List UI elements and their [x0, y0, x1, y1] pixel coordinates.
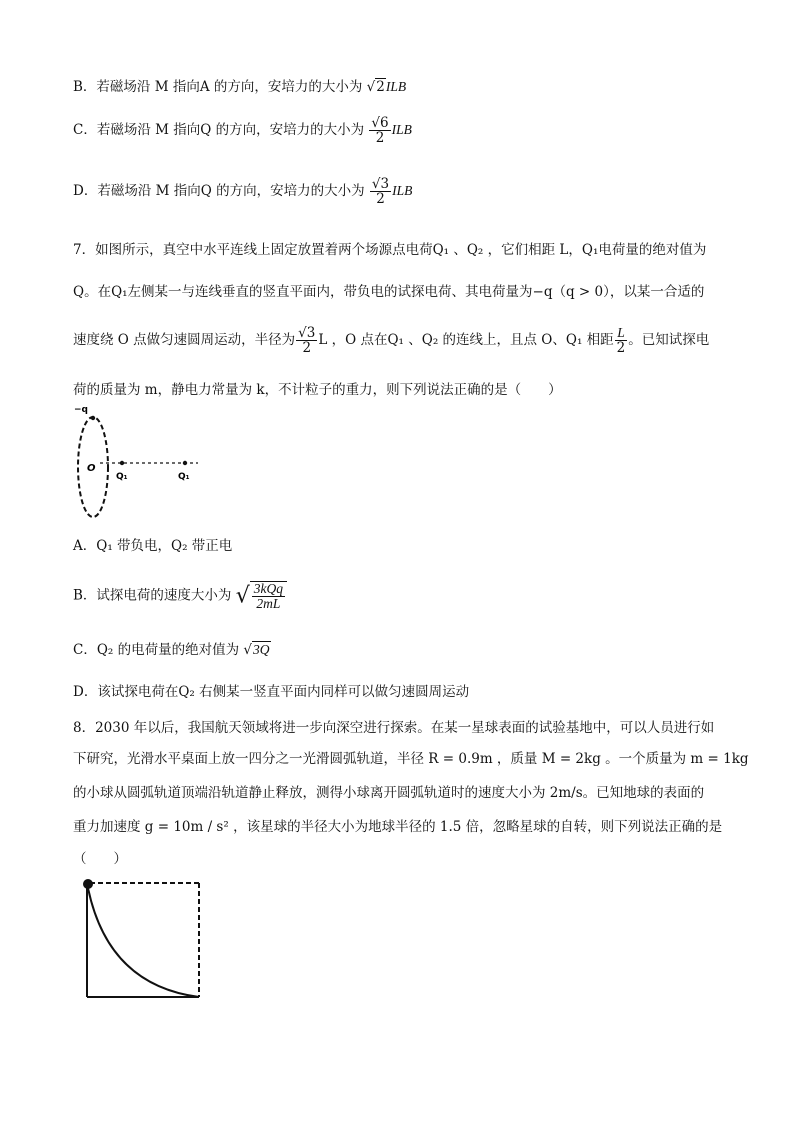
fraction: [296, 326, 317, 355]
sqrt-symbol: √: [366, 79, 376, 95]
sqrt-value: 2: [376, 79, 385, 95]
test-charge-dot: [91, 416, 95, 420]
q8-line-2: 下研究，光滑水平桌面上放一四分之一光滑圆弧轨道，半径 R = 0.9m ，质量 M = 2kg 。一个质量为 m = 1kg: [73, 751, 749, 767]
q7-line-3: [73, 326, 709, 355]
q7-option-c-text: C．Q₂ 的电荷量的绝对值为: [73, 642, 244, 658]
fraction-numerator: √3: [371, 176, 390, 192]
option-b-prev: [73, 75, 406, 95]
q8-figure: [78, 875, 218, 1005]
label-q1: Q₁: [116, 472, 128, 482]
ball: [83, 879, 93, 889]
fraction-denominator: 2: [302, 340, 312, 357]
q7-line-4: 荷的质量为 m，静电力常量为 k，不计粒子的重力，则下列说法正确的是（ ）: [73, 382, 562, 398]
q8-line-1: 8．2030 年以后，我国航天领域将进一步向深空进行探索。在某一星球表面的试验基地中，可以人员进行如: [73, 720, 715, 736]
fraction-denominator: 2: [375, 130, 385, 147]
q7-figure: [70, 400, 210, 520]
option-b-text: B．若磁场沿 M 指向A 的方向，安培力的大小为: [73, 79, 367, 95]
fraction: [370, 177, 391, 206]
arc-track: [87, 883, 199, 997]
q8-line-5: （ ）: [73, 851, 127, 867]
option-d-value: ILB: [392, 183, 413, 199]
q7-line-2: Q。在Q₁左侧某一与连线垂直的竖直平面内，带负电的试探电荷、其电荷量为−q（q > 0），以某一合适的: [73, 284, 705, 300]
option-d-prev: [73, 177, 412, 206]
sqrt-symbol: √: [235, 583, 250, 609]
q7-option-c-value: 3Q: [253, 642, 270, 657]
q7-option-a: A．Q₁ 带负电，Q₂ 带正电: [73, 538, 233, 554]
sqrt-symbol: √: [243, 642, 253, 658]
option-c-prev: [73, 116, 412, 145]
q7-option-d: D．该试探电荷在Q₂ 右侧某一竖直平面内同样可以做匀速圆周运动: [73, 684, 470, 700]
fraction-numerator: L: [615, 326, 628, 341]
q7-line-3-c: 。已知试探电: [628, 332, 710, 349]
q7-option-b: [73, 581, 287, 611]
label-q2: Q₁: [178, 472, 190, 482]
q2-dot: [183, 461, 187, 465]
option-b-value: ILB: [385, 79, 407, 94]
option-c-value: ILB: [391, 122, 412, 138]
fraction-denominator: 2: [376, 191, 385, 208]
fraction: [369, 116, 390, 145]
fraction-denominator: 2mL: [256, 596, 281, 612]
q8-line-4: 重力加速度 g = 10m / s² ，该星球的半径大小为地球半径的 1.5 倍，忽略星球的自转，则下列说法正确的是: [73, 819, 723, 835]
q8-line-3: 的小球从圆弧轨道顶端沿轨道静止释放，测得小球离开圆弧轨道时的速度大小为 2m/s。已知地球的表面的: [73, 785, 705, 801]
fraction: [252, 582, 285, 611]
q7-option-b-text: B．试探电荷的速度大小为: [73, 587, 236, 604]
fraction-numerator: 3kQq: [253, 581, 283, 596]
option-c-text: C．若磁场沿 M 指向Q 的方向，安培力的大小为: [73, 122, 369, 139]
fraction-numerator: √6: [371, 115, 389, 131]
fraction: [615, 326, 628, 355]
label-neg-q: −q: [74, 405, 88, 415]
q1-dot: [120, 461, 124, 465]
fraction-numerator: √3: [298, 325, 316, 341]
q7-line-1: 7．如图所示，真空中水平连线上固定放置着两个场源点电荷Q₁ 、Q₂ ，它们相距 L，Q₁电荷量的绝对值为: [73, 242, 707, 258]
q7-line-3-a: 速度绕 O 点做匀速圆周运动，半径为: [73, 332, 296, 349]
label-o: O: [87, 463, 96, 474]
q7-line-3-b: L ，O 点在Q₁ 、Q₂ 的连线上，且点 O、Q₁ 相距: [318, 332, 614, 349]
fraction-denominator: 2: [616, 340, 626, 357]
option-d-text: D．若磁场沿 M 指向Q 的方向，安培力的大小为: [73, 183, 369, 200]
sqrt-body: [250, 581, 287, 611]
q7-option-c: [73, 638, 271, 658]
